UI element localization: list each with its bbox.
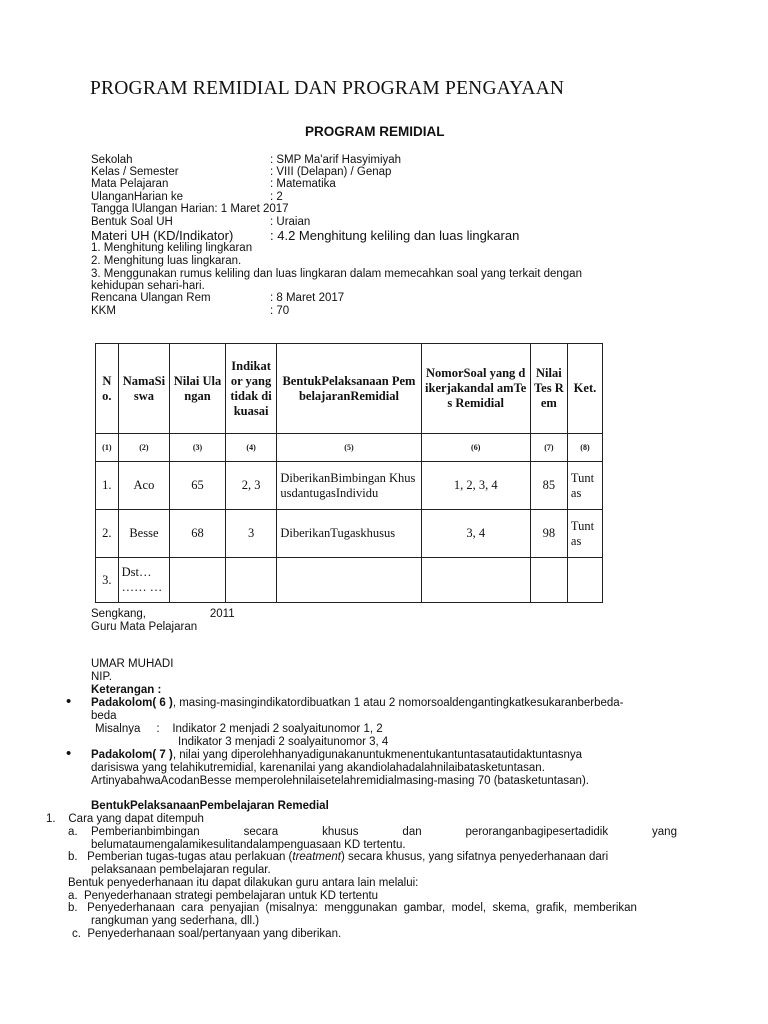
- col-number: (5): [277, 434, 421, 462]
- bentuk-b-line: [68, 851, 608, 864]
- materi-value: : 4.2 Menghitung keliling dan luas lingkaran: [270, 228, 520, 243]
- header-bentuk: BentukPelaksanaan PembelajaranRemidial: [277, 344, 421, 434]
- cell-nilai: [170, 558, 226, 603]
- col-number: (1): [96, 434, 119, 462]
- keterangan-item-1-cont: beda: [91, 710, 117, 722]
- bentuk-value: : Uraian: [270, 216, 311, 228]
- cell-bentuk: DiberikanTugaskhusus: [277, 510, 421, 558]
- indikator-2: 2. Menghitung luas lingkaran.: [91, 255, 242, 267]
- bentuk-a-line-2: belumataumengalamikesulitandalampenguasaan KD tertentu.: [91, 839, 406, 851]
- sekolah-label: Sekolah: [91, 154, 133, 166]
- col-number: (8): [567, 434, 602, 462]
- bentuk-a-word: yang: [652, 826, 677, 838]
- header-nilai: Nilai Ulangan: [170, 344, 226, 434]
- column-number-row: [96, 434, 603, 462]
- misalnya-line: Misalnya : Indikator 2 menjadi 2 soalyaitunomor 1, 2: [95, 723, 383, 735]
- penyederhanaan-b-cont: rangkuman yang sederhana, dll.): [91, 915, 260, 927]
- signature-name: UMAR MUHADI: [91, 658, 174, 670]
- cell-nilai-tes: 85: [530, 462, 567, 510]
- bentuk-heading: BentukPelaksanaanPembelajaran Remedial: [91, 800, 329, 812]
- col-number: (3): [170, 434, 226, 462]
- table-header-row: [96, 344, 603, 434]
- misalnya-line-2: Indikator 3 menjadi 2 soalyaitunomor 3, 4: [178, 736, 389, 748]
- cell-no: 2.: [96, 510, 119, 558]
- bentuk-a-word: secara: [243, 826, 279, 838]
- cell-nomor-soal: [421, 558, 530, 603]
- cell-ket: Tuntas: [567, 510, 602, 558]
- signature-nip: NIP.: [91, 671, 112, 683]
- kolom-6-label: Padakolom( 6 ): [91, 697, 173, 709]
- bentuk-b-pre: b. Pemberian tugas-tugas atau perlakuan (: [68, 851, 293, 863]
- signature-role: Guru Mata Pelajaran: [91, 621, 198, 633]
- bentuk-a-word: Pemberianbimbingan: [91, 826, 200, 838]
- col-number: (7): [530, 434, 567, 462]
- bentuk-intro: Bentuk penyederhanaan itu dapat dilakukan guru antara lain melalui:: [68, 877, 419, 889]
- kolom-6-text: , masing-masingindikatordibuatkan 1 atau 2 nomorsoaldengantingkatkesukaranberbeda-: [172, 697, 624, 709]
- bullet-icon: •: [66, 745, 72, 762]
- kolom-7-text: , nilai yang diperolehhanyadigunakanuntukmenentukantuntasatautidaktuntasnya: [172, 749, 583, 761]
- cell-no: 3.: [96, 558, 119, 603]
- kolom-7-label: Padakolom( 7 ): [91, 749, 173, 761]
- bullet-icon: •: [66, 693, 72, 710]
- materi-label: Materi UH (KD/Indikator): [91, 228, 234, 243]
- cell-nilai-tes: [530, 558, 567, 603]
- keterangan-item-2: [91, 749, 582, 762]
- bentuk-b-post: ) secara khusus, yang sifatnya penyederhanaan dari: [340, 851, 609, 863]
- document-title: PROGRAM REMIDIAL DAN PROGRAM PENGAYAAN: [90, 78, 565, 99]
- bentuk-label: Bentuk Soal UH: [91, 216, 173, 228]
- section-title: PROGRAM REMIDIAL: [305, 124, 445, 139]
- mapel-label: Mata Pelajaran: [91, 178, 169, 190]
- bentuk-a-word: dan: [402, 826, 422, 838]
- cell-indikator: 2, 3: [225, 462, 277, 510]
- bentuk-b-italic: treatment: [292, 851, 341, 863]
- mapel-value: : Matematika: [270, 178, 336, 190]
- bentuk-a-line: [91, 826, 677, 839]
- keterangan-item-2-line-2: darisiswa yang telahikutremidial, karenanilai yang akandiolahadalahnilaibatasketuntasan.: [91, 762, 545, 774]
- cell-nama: Besse: [118, 510, 170, 558]
- penyederhanaan-c: c. Penyederhanaan soal/pertanyaan yang diberikan.: [72, 928, 342, 940]
- bentuk-b-line-2: pelaksanaan pembelajaran regular.: [91, 864, 271, 876]
- sekolah-value: : SMP Ma'arif Hasyimiyah: [270, 154, 402, 166]
- cell-nomor-soal: 3, 4: [421, 510, 530, 558]
- indikator-1: 1. Menghitung keliling lingkaran: [91, 242, 253, 254]
- header-nilai-tes: NilaiTes Rem: [530, 344, 567, 434]
- remedial-table: [95, 343, 603, 603]
- bentuk-a-word: peroranganbagipesertadidik: [465, 826, 609, 838]
- kelas-value: : VIII (Delapan) / Genap: [270, 166, 392, 178]
- keterangan-item-1: [91, 697, 624, 710]
- cell-bentuk: [277, 558, 421, 603]
- cell-nilai: 65: [170, 462, 226, 510]
- kkm-value: : 70: [270, 305, 290, 317]
- cell-nilai-tes: 98: [530, 510, 567, 558]
- cell-nilai: 68: [170, 510, 226, 558]
- cell-nomor-soal: 1, 2, 3, 4: [421, 462, 530, 510]
- cell-nama: Dst… …… …: [118, 558, 170, 603]
- header-no: No.: [96, 344, 119, 434]
- indikator-3: 3. Menggunakan rumus keliling dan luas lingkaran dalam memecahkan soal yang terkait dengan: [91, 268, 582, 280]
- col-number: (2): [118, 434, 170, 462]
- rencana-label: Rencana Ulangan Rem: [91, 292, 211, 304]
- cell-bentuk: DiberikanBimbingan KhususdantugasIndividu: [277, 462, 421, 510]
- cell-nama: Aco: [118, 462, 170, 510]
- header-ket: Ket.: [567, 344, 602, 434]
- cell-indikator: 3: [225, 510, 277, 558]
- header-indikator: Indikator yang tidak dikuasai: [225, 344, 277, 434]
- col-number: (4): [225, 434, 277, 462]
- bentuk-item-1: 1. Cara yang dapat ditempuh: [46, 813, 204, 825]
- ulangan-value: : 2: [270, 191, 283, 203]
- keterangan-item-2-line-3: ArtinyabahwaAcodanBesse memperolehnilaisetelahremidialmasing-masing 70 (batasketuntasan).: [91, 775, 589, 787]
- header-nomor-soal: NomorSoal yang dikerjakandal amTes Remidial: [421, 344, 530, 434]
- penyederhanaan-b: b. Penyederhanaan cara penyajian (misalnya: menggunakan gambar, model, skema, grafik, memberikan: [68, 902, 637, 914]
- ulangan-label: UlanganHarian ke: [91, 191, 184, 203]
- cell-indikator: [225, 558, 277, 603]
- rencana-value: : 8 Maret 2017: [270, 292, 345, 304]
- bentuk-a-word: khusus: [322, 826, 359, 838]
- kelas-label: Kelas / Semester: [91, 166, 179, 178]
- penyederhanaan-a: a. Penyederhanaan strategi pembelajaran untuk KD tertentu: [68, 890, 379, 902]
- place-date: Sengkang, 2011: [91, 608, 235, 620]
- keterangan-heading: Keterangan :: [91, 684, 162, 696]
- tanggal-line: Tangga lUlangan Harian: 1 Maret 2017: [91, 203, 289, 215]
- bentuk-a-prefix: a.: [68, 826, 78, 838]
- header-nama: NamaSiswa: [118, 344, 170, 434]
- table-row: [96, 462, 603, 510]
- indikator-3-cont: kehidupan sehari-hari.: [91, 280, 205, 292]
- col-number: (6): [421, 434, 530, 462]
- cell-no: 1.: [96, 462, 119, 510]
- table-row: [96, 558, 603, 603]
- cell-ket: [567, 558, 602, 603]
- cell-ket: Tuntas: [567, 462, 602, 510]
- kkm-label: KKM: [91, 305, 116, 317]
- table-row: [96, 510, 603, 558]
